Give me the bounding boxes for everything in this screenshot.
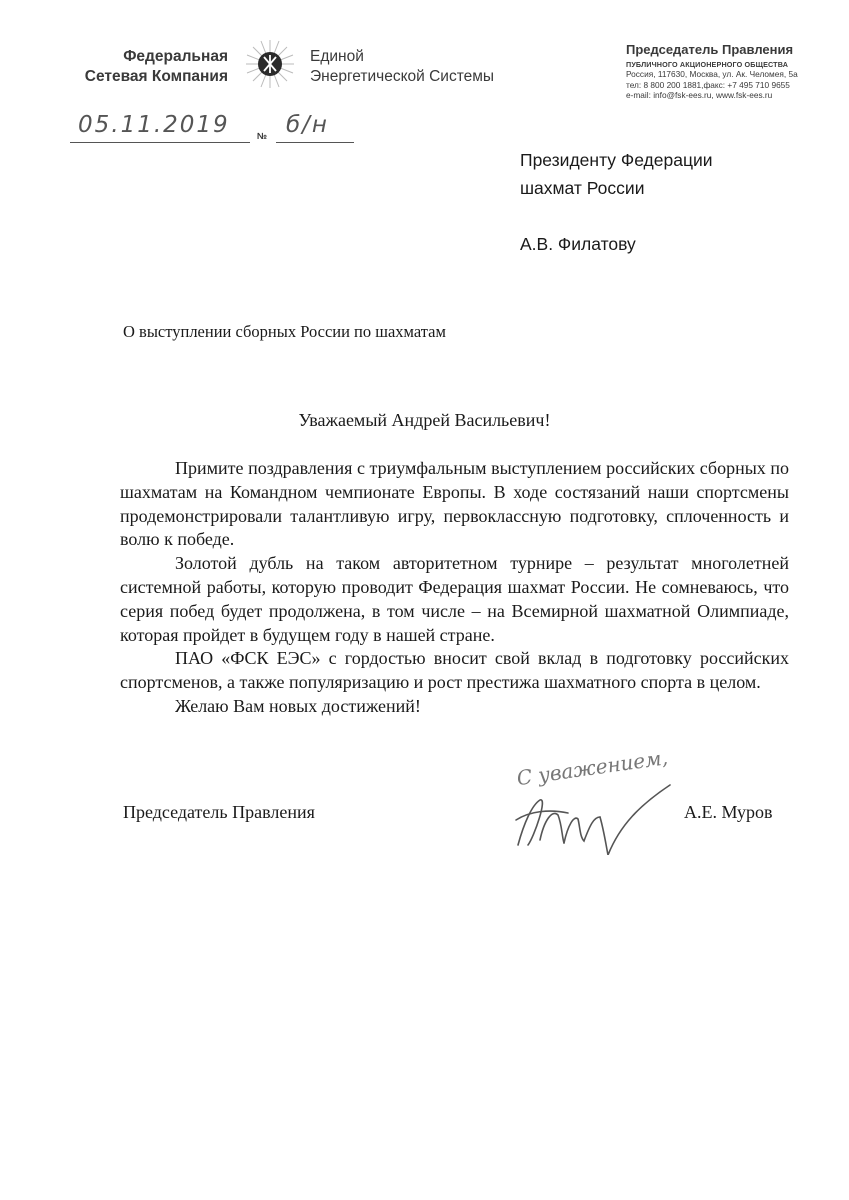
addressee-block bbox=[520, 146, 713, 258]
signatory-title: Председатель Правления bbox=[123, 802, 315, 822]
fsk-logo-icon bbox=[244, 38, 296, 90]
registration-number-field bbox=[276, 110, 354, 143]
registration-number-label: № bbox=[257, 131, 268, 141]
handwritten-note: С уважением, bbox=[515, 745, 670, 791]
addressee-name: А.В. Филатову bbox=[520, 234, 636, 254]
salutation: Уважаемый Андрей Васильевич! bbox=[298, 410, 551, 430]
sender-email: e-mail: info@fsk-ees.ru, www.fsk-ees.ru bbox=[626, 90, 773, 100]
company-name-line: Единой bbox=[310, 48, 364, 65]
letter-body bbox=[120, 457, 789, 719]
handwritten-signature bbox=[510, 745, 700, 855]
sender-org: ПУБЛИЧНОГО АКЦИОНЕРНОГО ОБЩЕСТВА bbox=[626, 60, 789, 69]
body-paragraph: Желаю Вам новых достижений! bbox=[175, 695, 421, 716]
company-name-right bbox=[310, 47, 494, 87]
sender-block bbox=[626, 42, 826, 101]
addressee-position-line: шахмат России bbox=[520, 178, 645, 198]
sender-title: Председатель Правления bbox=[626, 42, 794, 57]
registration-date: 05.11.2019 bbox=[78, 112, 230, 138]
registration-date-field bbox=[70, 110, 250, 143]
letter-subject: О выступлении сборных России по шахматам bbox=[123, 322, 446, 341]
body-paragraph: ПАО «ФСК ЕЭС» с гордостью вносит свой вклад в подготовку российских спортсменов, а также популяризацию и рост престижа шахматного спорта в целом. bbox=[120, 648, 789, 693]
registration-number: б/н bbox=[286, 112, 329, 138]
company-name-line: Федеральная bbox=[123, 48, 228, 65]
company-name-line: Сетевая Компания bbox=[84, 68, 228, 85]
addressee-position-line: Президенту Федерации bbox=[520, 150, 713, 170]
company-name-line: Энергетической Системы bbox=[310, 68, 495, 85]
body-paragraph: Золотой дубль на таком авторитетном турнире – результат многолетней системной работы, которую проводит Федерация шахмат России. Не сомневаюсь, что серия побед будет продолжена, в том числе – на Всемирной шахматной Олимпиаде, которая пройдет в будущем году в нашей стране. bbox=[120, 553, 789, 645]
sender-address: Россия, 117630, Москва, ул. Ак. Челомея, 5а bbox=[626, 69, 798, 79]
sender-phone: тел: 8 800 200 1881,факс: +7 495 710 9655 bbox=[626, 79, 790, 90]
body-paragraph: Примите поздравления с триумфальным выступлением российских сборных по шахматам на Командном чемпионате Европы. В ходе состязаний наши спортсмены продемонстрировали талантливую игру, первоклассную подготовку, сплоченность и волю к победе. bbox=[120, 458, 789, 550]
company-name-left bbox=[60, 47, 228, 87]
signatory-name: А.Е. Муров bbox=[684, 802, 773, 822]
